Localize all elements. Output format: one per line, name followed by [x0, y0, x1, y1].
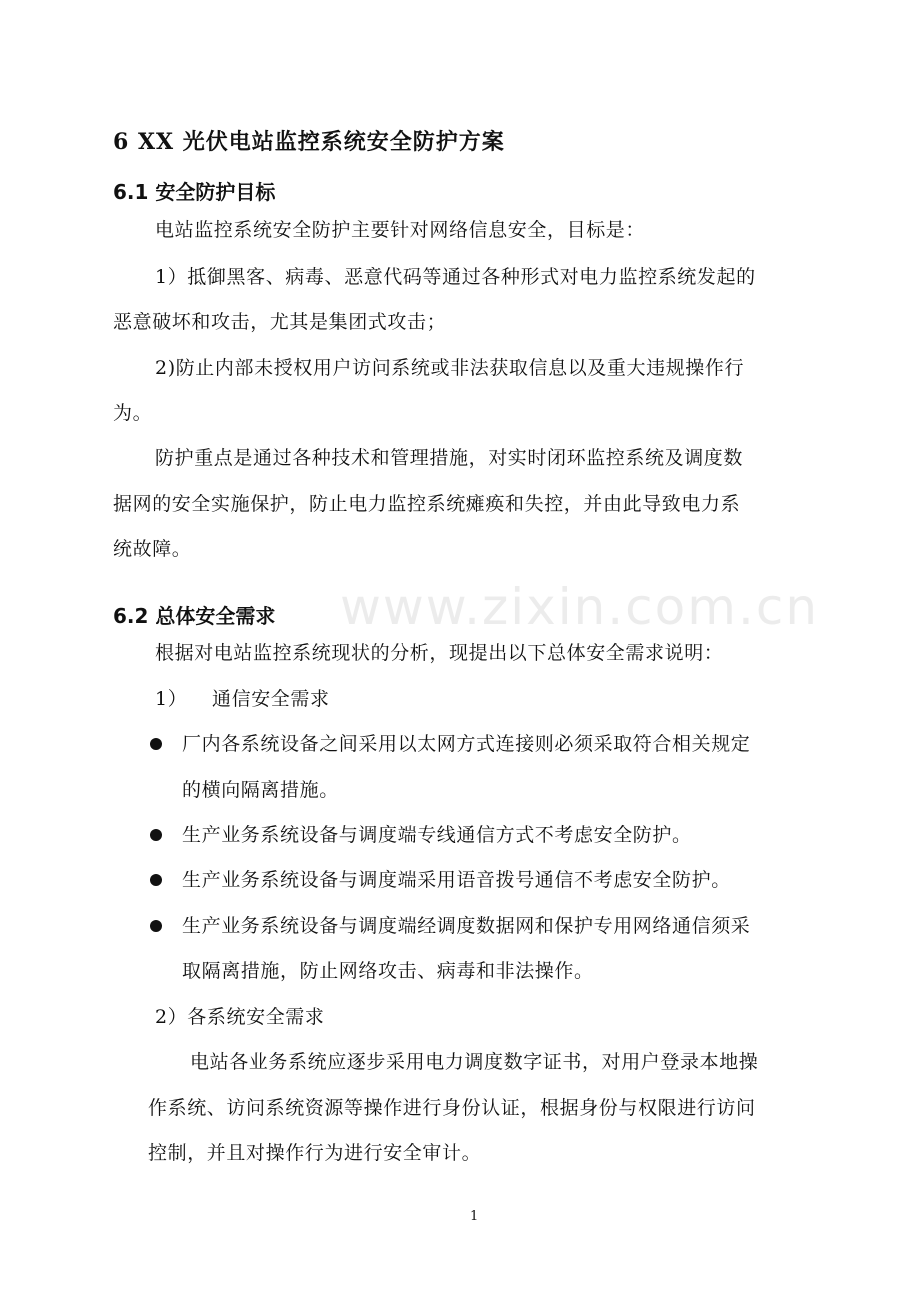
bullet-icon	[150, 738, 162, 750]
bullet-item-line: 生产业务系统设备与调度端采用语音拨号通信不考虑安全防护。	[182, 869, 731, 891]
paragraph-line: 根据对电站监控系统现状的分析，现提出以下总体安全需求说明：	[155, 642, 724, 664]
page-number: 1	[470, 1209, 479, 1224]
paragraph-line: 1）抵御黑客、病毒、恶意代码等通过各种形式对电力监控系统发起的	[155, 266, 756, 288]
subsection-label: 通信安全需求	[212, 688, 330, 710]
bullet-icon	[150, 874, 162, 886]
paragraph-line: 电站各业务系统应逐步采用电力调度数字证书，对用户登录本地操	[190, 1051, 759, 1073]
section-heading-6-2: 6.2 总体安全需求	[113, 604, 276, 628]
watermark: www.zixin.com.cn	[340, 578, 820, 636]
paragraph-line: 电站监控系统安全防护主要针对网络信息安全，目标是：	[155, 219, 646, 241]
paragraph-line: 据网的安全实施保护，防止电力监控系统瘫痪和失控，并由此导致电力系	[113, 493, 741, 515]
paragraph-line: 控制，并且对操作行为进行安全审计。	[148, 1142, 482, 1164]
paragraph-line: 防护重点是通过各种技术和管理措施，对实时闭环监控系统及调度数	[155, 447, 744, 469]
bullet-icon	[150, 829, 162, 841]
subsection-number: 1）	[155, 688, 188, 710]
paragraph-line: 恶意破坏和攻击，尤其是集团式攻击；	[113, 311, 447, 333]
document-title: 6 XX 光伏电站监控系统安全防护方案	[113, 129, 505, 155]
subsection-label: 2）各系统安全需求	[155, 1006, 325, 1028]
bullet-item-line: 取隔离措施，防止网络攻击、病毒和非法操作。	[182, 960, 594, 982]
bullet-item-line: 生产业务系统设备与调度端经调度数据网和保护专用网络通信须采	[182, 915, 751, 937]
bullet-item-line: 生产业务系统设备与调度端专线通信方式不考虑安全防护。	[182, 824, 692, 846]
paragraph-line: 统故障。	[113, 538, 192, 560]
bullet-item-line: 的横向隔离措施。	[182, 779, 339, 801]
bullet-icon	[150, 920, 162, 932]
paragraph-line: 作系统、访问系统资源等操作进行身份认证，根据身份与权限进行访问	[148, 1097, 756, 1119]
paragraph-line: 为。	[113, 402, 153, 424]
paragraph-line: 2)防止内部未授权用户访问系统或非法获取信息以及重大违规操作行	[155, 357, 745, 379]
section-heading-6-1: 6.1 安全防护目标	[113, 180, 276, 204]
bullet-item-line: 厂内各系统设备之间采用以太网方式连接则必须采取符合相关规定	[182, 733, 751, 755]
